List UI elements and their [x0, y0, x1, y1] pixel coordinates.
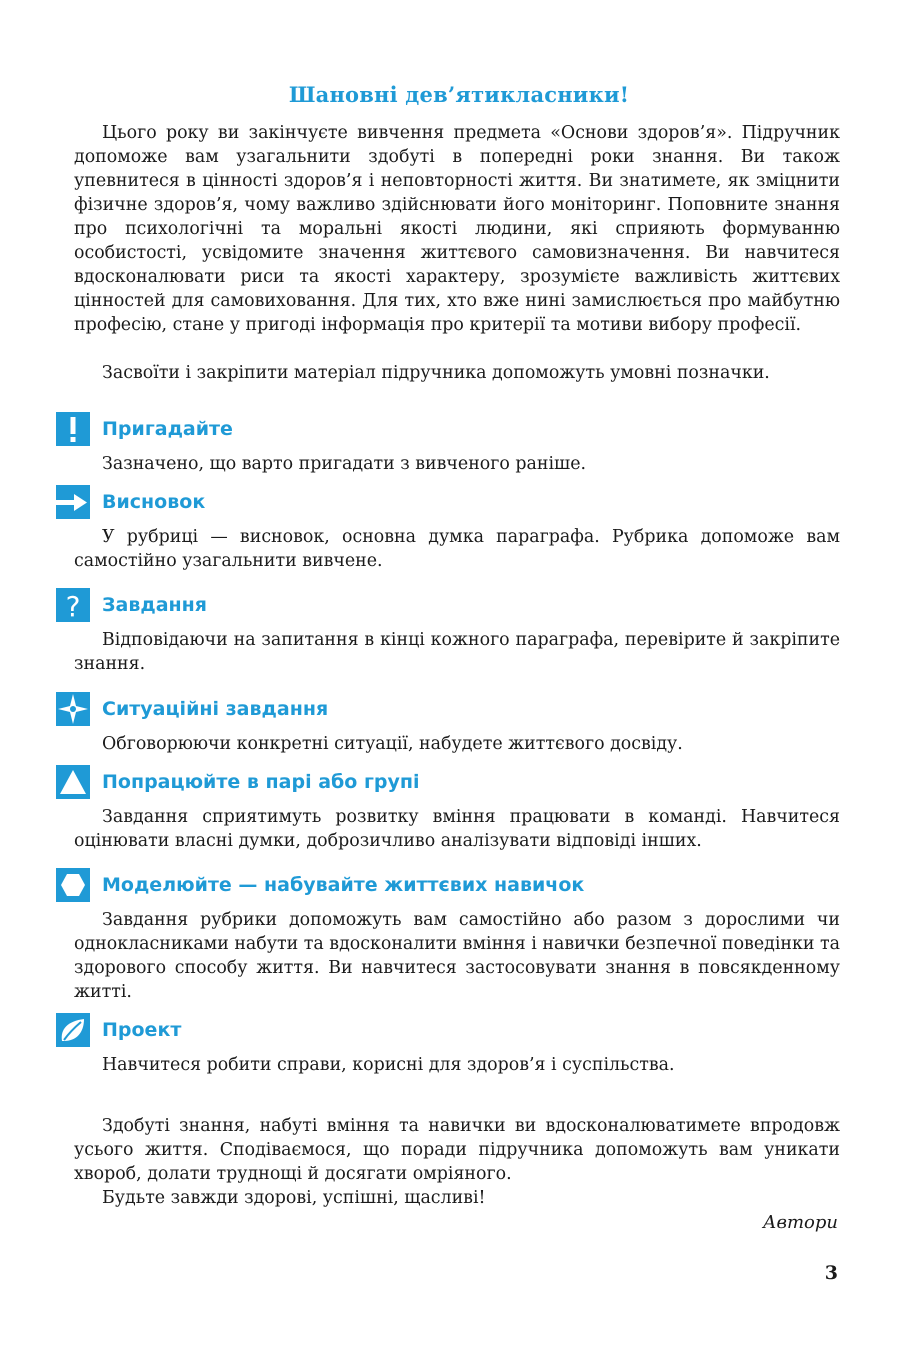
- rubric-heading-remember: [56, 412, 233, 446]
- rubric-description: Завдання сприятимуть розвитку вміння працювати в команді. Навчитеся оцінювати власні думки, доброзичливо аналізувати відповіді інших.: [74, 807, 840, 851]
- intro-paragraph: Цього року ви закінчуєте вивчення предмета «Основи здоров’я». Підручник допоможе вам узагальнити здобуті в попередні роки знання. Ви також упевнитеся в цінності здоров’я і неповторності життя. Ви знатимете, як зміцнити фізичне здоров’я, чому важливо здійснювати його моніторинг. Поповните знання про психологічні та моральні якості людини, які сприяють формуванню особистості, усвідомите значення життєвого самовизначення. Ви навчитеся вдосконалювати риси та якості характеру, зрозумієте важливість життєвих цінностей для самовиховання. Для тих, хто вже нині замислюється про майбутню професію, стане у пригоді інформація про критерії та мотиви вибору професії.: [74, 123, 840, 335]
- compass-star-icon: [56, 692, 90, 726]
- rubric-label: Моделюйте — набувайте життєвих навичок: [102, 874, 585, 896]
- rubric-label: Завдання: [102, 594, 207, 616]
- rubric-heading-project: [56, 1013, 181, 1047]
- page-title: Шановні дев’ятикласники!: [288, 82, 630, 107]
- arrow-right-icon: [56, 485, 90, 519]
- intro-paragraph-legend: Засвоїти і закріпити матеріал підручника допоможуть умовні позначки.: [102, 363, 770, 383]
- rubric-description: Завдання рубрики допоможуть вам самостійно або разом з дорослими чи однокласниками набути та вдосконалити вміння і навички безпечної поведінки та здорового способу життя. Ви навчитеся застосовувати знання в повсякденному житті.: [74, 910, 840, 1002]
- closing-paragraph: Здобуті знання, набуті вміння та навички ви вдосконалюватимете впродовж усього життя. Сподіваємося, що поради підручника допоможуть вам уникати хвороб, долати труднощі й досягати омріяного.: [74, 1116, 840, 1184]
- svg-text:?: ?: [65, 590, 81, 622]
- rubric-heading-conclusion: [56, 485, 205, 519]
- triangle-icon: [56, 765, 90, 799]
- page-number: 3: [824, 1262, 838, 1284]
- authors-signature: Автори: [762, 1212, 838, 1233]
- rubric-description: Обговорюючи конкретні ситуації, набудете життєвого досвіду.: [102, 734, 683, 754]
- rubric-description: Відповідаючи на запитання в кінці кожного параграфа, перевірите й закріпите знання.: [74, 630, 840, 674]
- rubric-heading-modeling: [56, 868, 584, 902]
- rubric-heading-tasks: [56, 588, 207, 622]
- closing-wish: Будьте завжди здорові, успішні, щасливі!: [102, 1188, 486, 1208]
- rubric-description: Зазначено, що варто пригадати з вивченого раніше.: [102, 454, 587, 474]
- exclamation-icon: [56, 412, 90, 446]
- rubric-label: Пригадайте: [102, 418, 233, 440]
- rubric-heading-situational: [56, 692, 328, 726]
- question-icon: [56, 588, 90, 622]
- rubric-label: Попрацюйте в парі або групі: [102, 771, 420, 793]
- rubric-label: Висновок: [102, 491, 206, 513]
- leaf-icon: [56, 1013, 90, 1047]
- rubric-label: Ситуаційні завдання: [102, 698, 329, 720]
- rubric-description: У рубриці — висновок, основна думка параграфа. Рубрика допоможе вам самостійно узагальнити вивчене.: [74, 527, 840, 571]
- rubric-label: Проект: [102, 1019, 182, 1041]
- hexagon-icon: [56, 868, 90, 902]
- rubric-heading-group-work: [56, 765, 420, 799]
- rubric-description: Навчитеся робити справи, корисні для здоров’я і суспільства.: [102, 1055, 675, 1075]
